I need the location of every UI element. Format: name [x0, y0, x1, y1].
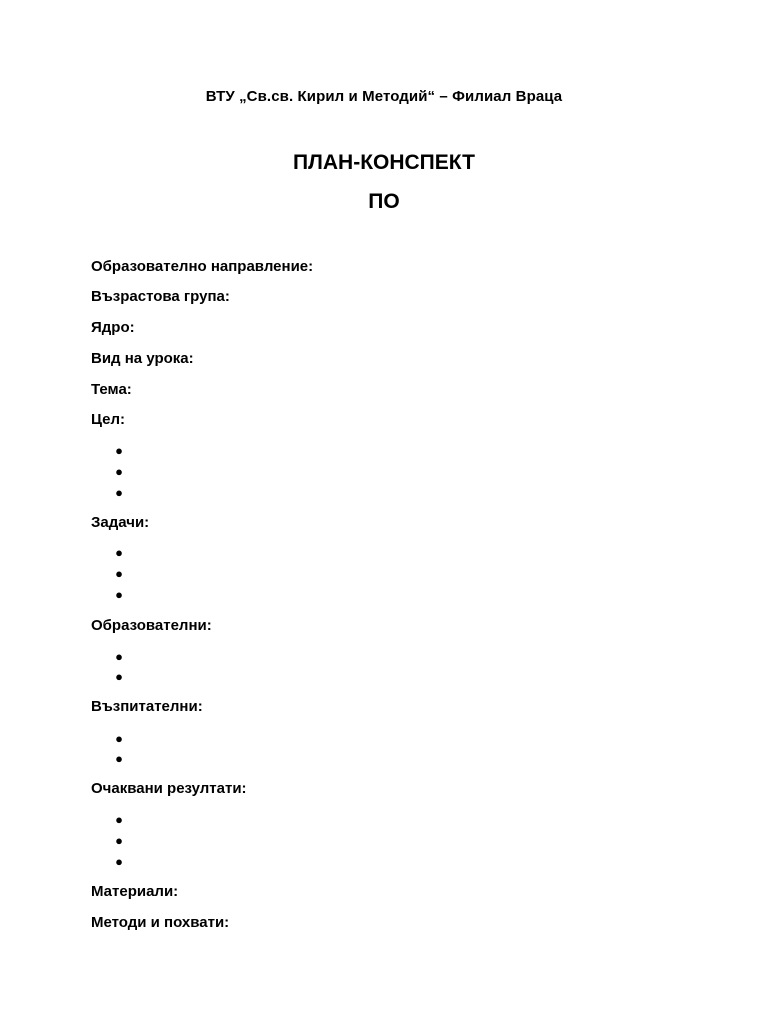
field-upbringing-label: Възпитателни: — [91, 698, 203, 715]
tasks-bullet: ● — [115, 545, 123, 560]
field-goal-label: Цел: — [91, 411, 126, 428]
results-bullet: ● — [115, 854, 123, 869]
field-tasks-label: Задачи: — [91, 514, 150, 531]
field-materials-label: Материали: — [91, 883, 179, 900]
upbringing-bullet: ● — [115, 731, 123, 746]
results-bullet: ● — [115, 812, 123, 827]
field-expected-results-label: Очаквани резултати: — [91, 780, 247, 797]
field-educational-label: Образователни: — [91, 617, 212, 634]
tasks-bullet: ● — [115, 566, 123, 581]
field-topic-label: Тема: — [91, 381, 132, 398]
field-methods-label: Методи и похвати: — [91, 914, 230, 931]
field-lesson-type-label: Вид на урока: — [91, 350, 194, 367]
educational-bullet: ● — [115, 649, 123, 664]
institution-header: ВТУ „Св.св. Кирил и Методий“ – Филиал Враца — [205, 88, 563, 105]
results-bullet: ● — [115, 833, 123, 848]
upbringing-bullet: ● — [115, 751, 123, 766]
field-core-label: Ядро: — [91, 319, 135, 336]
field-age-group-label: Възрастова група: — [91, 288, 230, 305]
document-title: ПЛАН-КОНСПЕКТ — [293, 151, 475, 174]
goal-bullet: ● — [115, 485, 123, 500]
document-subtitle: ПО — [368, 190, 400, 213]
goal-bullet: ● — [115, 443, 123, 458]
tasks-bullet: ● — [115, 587, 123, 602]
field-direction-label: Образователно направление: — [91, 258, 314, 275]
goal-bullet: ● — [115, 464, 123, 479]
educational-bullet: ● — [115, 669, 123, 684]
